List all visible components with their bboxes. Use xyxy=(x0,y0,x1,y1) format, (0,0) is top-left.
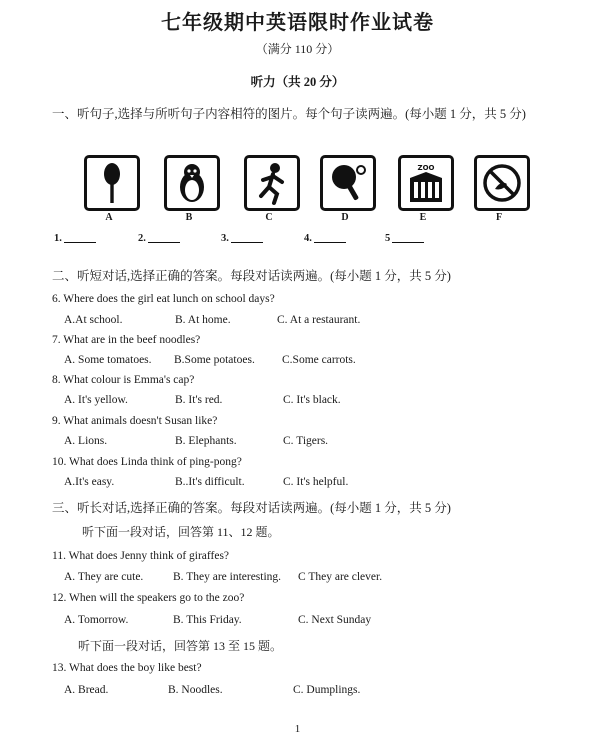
picture-a xyxy=(84,155,140,211)
question-7: 7. What are in the beef noodles? xyxy=(52,334,201,346)
question-11: 11. What does Jenny think of giraffes? xyxy=(52,550,230,562)
answer-blank-2[interactable] xyxy=(138,233,180,244)
option-9c[interactable]: C. Tigers. xyxy=(283,435,329,447)
picture-label-e: E xyxy=(419,212,427,223)
spoon-icon xyxy=(87,158,137,208)
option-7b[interactable]: B.Some potatoes. xyxy=(174,354,255,366)
answer-blank-1[interactable] xyxy=(54,233,96,244)
picture-label-d: D xyxy=(341,212,349,223)
option-9b[interactable]: B. Elephants. xyxy=(175,435,237,447)
option-12b[interactable]: B. This Friday. xyxy=(173,614,242,626)
picture-label-f: F xyxy=(495,212,503,223)
picture-label-b: B xyxy=(185,212,193,223)
question-13: 13. What does the boy like best? xyxy=(52,662,202,674)
option-9a[interactable]: A. Lions. xyxy=(64,435,108,447)
blank-number: 3. xyxy=(221,233,229,244)
question-12: 12. When will the speakers go to the zoo? xyxy=(52,592,245,604)
option-11b[interactable]: B. They are interesting. xyxy=(173,571,282,583)
blank-number: 2. xyxy=(138,233,146,244)
picture-label-a: A xyxy=(105,212,113,223)
running-person-icon xyxy=(247,158,297,208)
option-12a[interactable]: A. Tomorrow. xyxy=(64,614,129,626)
answer-blank-4[interactable] xyxy=(304,233,346,244)
blank-number: 5 xyxy=(385,233,391,244)
question-6: 6. Where does the girl eat lunch on school days? xyxy=(52,293,275,305)
blank-number: 4. xyxy=(304,233,312,244)
option-10a[interactable]: A.It's easy. xyxy=(64,476,115,488)
question-9: 9. What animals doesn't Susan like? xyxy=(52,415,218,427)
listening-part-title: 听力（共 20 分） xyxy=(250,75,345,89)
section1-instruction: 一、听句子,选择与所听句子内容相符的图片。每个句子读两遍。(每小题 1 分，共 5 分) xyxy=(52,107,526,121)
svg-text:ZOO: ZOO xyxy=(417,164,435,172)
answer-blank-5[interactable] xyxy=(385,233,424,244)
option-8a[interactable]: A. It's yellow. xyxy=(64,394,128,406)
answer-blank-3[interactable] xyxy=(221,233,263,244)
picture-c xyxy=(244,155,300,211)
option-6c[interactable]: C. At a restaurant. xyxy=(277,314,361,326)
picture-d xyxy=(320,155,376,211)
option-10b[interactable]: B..It's difficult. xyxy=(175,476,245,488)
option-13c[interactable]: C. Dumplings. xyxy=(293,684,361,696)
option-11a[interactable]: A. They are cute. xyxy=(64,571,144,583)
section3-instruction: 三、听长对话,选择正确的答案。每段对话读两遍。(每小题 1 分，共 5 分) xyxy=(52,501,451,515)
ping-pong-paddle-icon xyxy=(323,158,373,208)
picture-b xyxy=(164,155,220,211)
exam-title: 七年级期中英语限时作业试卷 xyxy=(161,12,434,34)
blank-number: 1. xyxy=(54,233,62,244)
option-10c[interactable]: C. It's helpful. xyxy=(283,476,349,488)
penguin-icon xyxy=(167,158,217,208)
option-8b[interactable]: B. It's red. xyxy=(175,394,223,406)
option-6b[interactable]: B. At home. xyxy=(175,314,231,326)
no-fishing-icon xyxy=(477,158,527,208)
zoo-icon xyxy=(401,158,451,208)
picture-label-c: C xyxy=(265,212,273,223)
question-8: 8. What colour is Emma's cap? xyxy=(52,374,195,386)
full-score: （满分 110 分） xyxy=(255,42,340,56)
picture-f xyxy=(474,155,530,211)
option-6a[interactable]: A.At school. xyxy=(64,314,123,326)
picture-e xyxy=(398,155,454,211)
section3-subinstruction-1: 听下面一段对话，回答第 11、12 题。 xyxy=(82,525,280,539)
option-7a[interactable]: A. Some tomatoes. xyxy=(64,354,152,366)
question-10: 10. What does Linda think of ping-pong? xyxy=(52,456,242,468)
option-11c[interactable]: C They are clever. xyxy=(298,571,383,583)
section2-instruction: 二、听短对话,选择正确的答案。每段对话读两遍。(每小题 1 分，共 5 分) xyxy=(52,269,451,283)
option-12c[interactable]: C. Next Sunday xyxy=(298,614,372,626)
page-number: 1 xyxy=(294,723,301,735)
option-8c[interactable]: C. It's black. xyxy=(283,394,341,406)
option-13a[interactable]: A. Bread. xyxy=(64,684,109,696)
option-13b[interactable]: B. Noodles. xyxy=(168,684,223,696)
section3-subinstruction-2: 听下面一段对话，回答第 13 至 15 题。 xyxy=(78,639,283,653)
option-7c[interactable]: C.Some carrots. xyxy=(282,354,356,366)
